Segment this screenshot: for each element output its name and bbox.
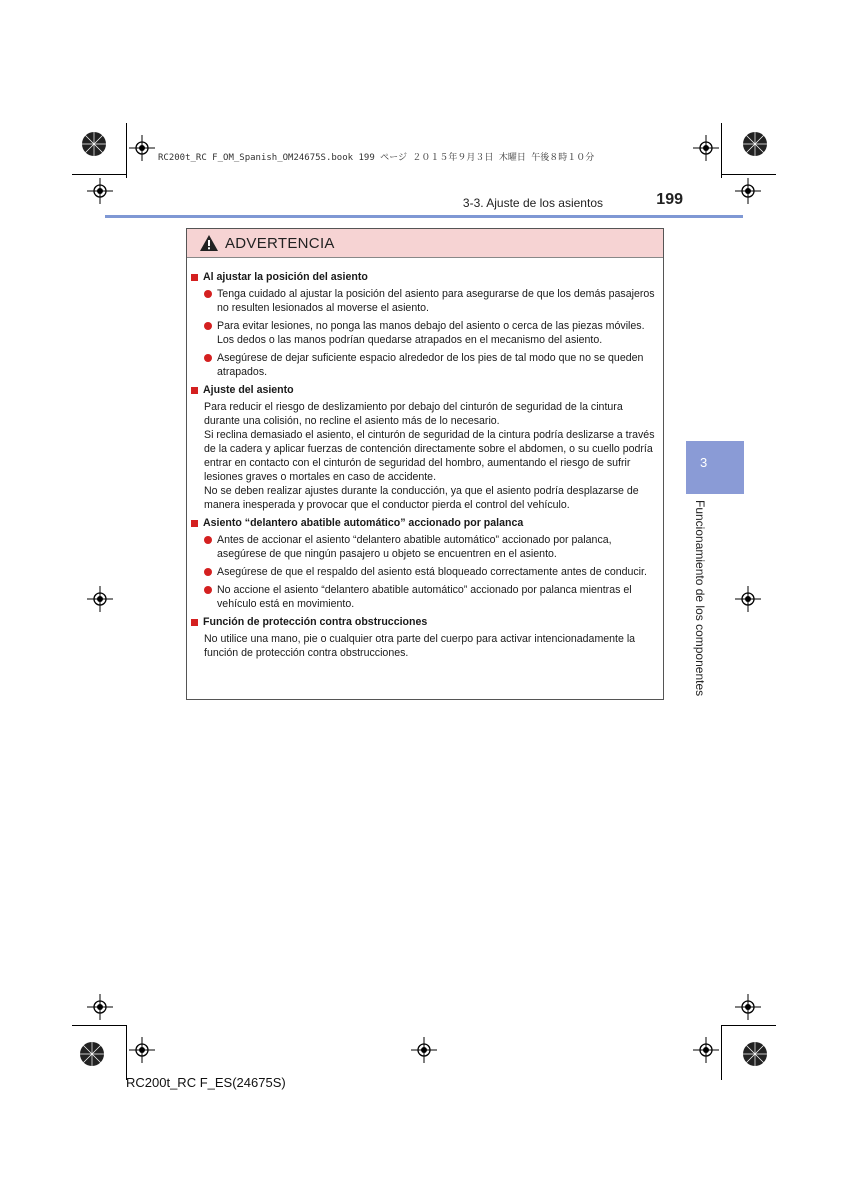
- crop-line: [721, 1025, 776, 1026]
- red-dot-bullet-icon: [204, 568, 212, 576]
- warning-header: [187, 229, 663, 258]
- footer-model-code: RC200t_RC F_ES(24675S): [126, 1075, 286, 1090]
- chapter-label: Funcionamiento de los componentes: [693, 500, 707, 697]
- crosshair-mark-icon: [87, 586, 113, 612]
- crosshair-mark-icon: [87, 178, 113, 204]
- registration-rosette-icon: [742, 1041, 768, 1067]
- registration-rosette-icon: [742, 131, 768, 157]
- square-bullet-icon: [191, 387, 198, 394]
- header-rule: [105, 215, 743, 218]
- section-heading: Función de protección contra obstrucciones: [191, 615, 657, 629]
- registration-rosette-icon: [79, 1041, 105, 1067]
- crosshair-mark-icon: [411, 1037, 437, 1063]
- crop-line: [72, 174, 127, 175]
- section-heading: Al ajustar la posición del asiento: [191, 270, 657, 284]
- red-dot-bullet-icon: [204, 354, 212, 362]
- crosshair-mark-icon: [129, 1037, 155, 1063]
- list-item: Asegúrese de dejar suficiente espacio alrededor de los pies de tal modo que no se queden atrapados.: [191, 351, 657, 379]
- list-item: No accione el asiento “delantero abatible automático” accionado por palanca mientras el vehículo está en movimiento.: [191, 583, 657, 611]
- red-dot-bullet-icon: [204, 586, 212, 594]
- square-bullet-icon: [191, 274, 198, 281]
- crosshair-mark-icon: [87, 994, 113, 1020]
- paragraph: Si reclina demasiado el asiento, el cinturón de seguridad de la cintura podría deslizarse a través de la cadera y aplicar fuerzas de contención directamente sobre el abdomen, o su cuello podría entrar en contacto con el cinturón de seguridad del hombro, aumentando el riesgo de sufrir lesiones graves o mortales en caso de accidente.: [204, 429, 655, 483]
- crosshair-mark-icon: [735, 586, 761, 612]
- registration-rosette-icon: [81, 131, 107, 157]
- paragraph: No utilice una mano, pie o cualquier otra parte del cuerpo para activar intencionadamente la función de protección contra obstrucciones.: [204, 633, 636, 659]
- file-stamp: RC200t_RC F_OM_Spanish_OM24675S.book 199 ページ ２０１５年９月３日 木曜日 午後８時１０分: [158, 153, 595, 163]
- chapter-tab: [686, 441, 744, 494]
- page-number: 199: [656, 191, 683, 208]
- list-item: Para evitar lesiones, no ponga las manos debajo del asiento o cerca de las piezas móviles. Los dedos o las manos podrían quedarse atrapados en el mecanismo del asiento.: [191, 319, 657, 347]
- red-dot-bullet-icon: [204, 290, 212, 298]
- crosshair-mark-icon: [693, 1037, 719, 1063]
- square-bullet-icon: [191, 520, 198, 527]
- paragraph: Para reducir el riesgo de deslizamiento por debajo del cinturón de seguridad de la cintura durante una colisión, no recline el asiento más de lo necesario.: [204, 401, 623, 427]
- crosshair-mark-icon: [129, 135, 155, 161]
- crosshair-mark-icon: [693, 135, 719, 161]
- chapter-number: 3: [700, 455, 708, 470]
- crop-line: [721, 1025, 722, 1080]
- list-item: Asegúrese de que el respaldo del asiento está bloqueado correctamente antes de conducir.: [191, 565, 657, 579]
- warning-triangle-icon: [199, 234, 219, 252]
- crop-line: [126, 1025, 127, 1080]
- paragraph: No se deben realizar ajustes durante la conducción, ya que el asiento podría desplazarse de manera inesperada y provocar que el conductor pierda el control del vehículo.: [204, 485, 639, 511]
- section-title: 3-3. Ajuste de los asientos: [462, 196, 603, 210]
- crop-line: [721, 174, 776, 175]
- crop-line: [72, 1025, 127, 1026]
- warning-body: [187, 258, 663, 660]
- crosshair-mark-icon: [735, 178, 761, 204]
- warning-title: ADVERTENCIA: [225, 234, 335, 252]
- section-heading: Ajuste del asiento: [191, 383, 657, 397]
- list-item: Tenga cuidado al ajustar la posición del asiento para asegurarse de que los demás pasajeros no resulten lesionados al moverse el asiento.: [191, 287, 657, 315]
- section-heading: Asiento “delantero abatible automático” accionado por palanca: [191, 516, 657, 530]
- crop-line: [126, 123, 127, 178]
- crosshair-mark-icon: [735, 994, 761, 1020]
- square-bullet-icon: [191, 619, 198, 626]
- section-paragraphs: [191, 632, 657, 660]
- crop-line: [721, 123, 722, 178]
- warning-box: [186, 228, 664, 700]
- list-item: Antes de accionar el asiento “delantero abatible automático” accionado por palanca, asegúrese de que ningún pasajero u objeto se encuentren en el asiento.: [191, 533, 657, 561]
- red-dot-bullet-icon: [204, 322, 212, 330]
- section-paragraphs: [191, 400, 657, 512]
- red-dot-bullet-icon: [204, 536, 212, 544]
